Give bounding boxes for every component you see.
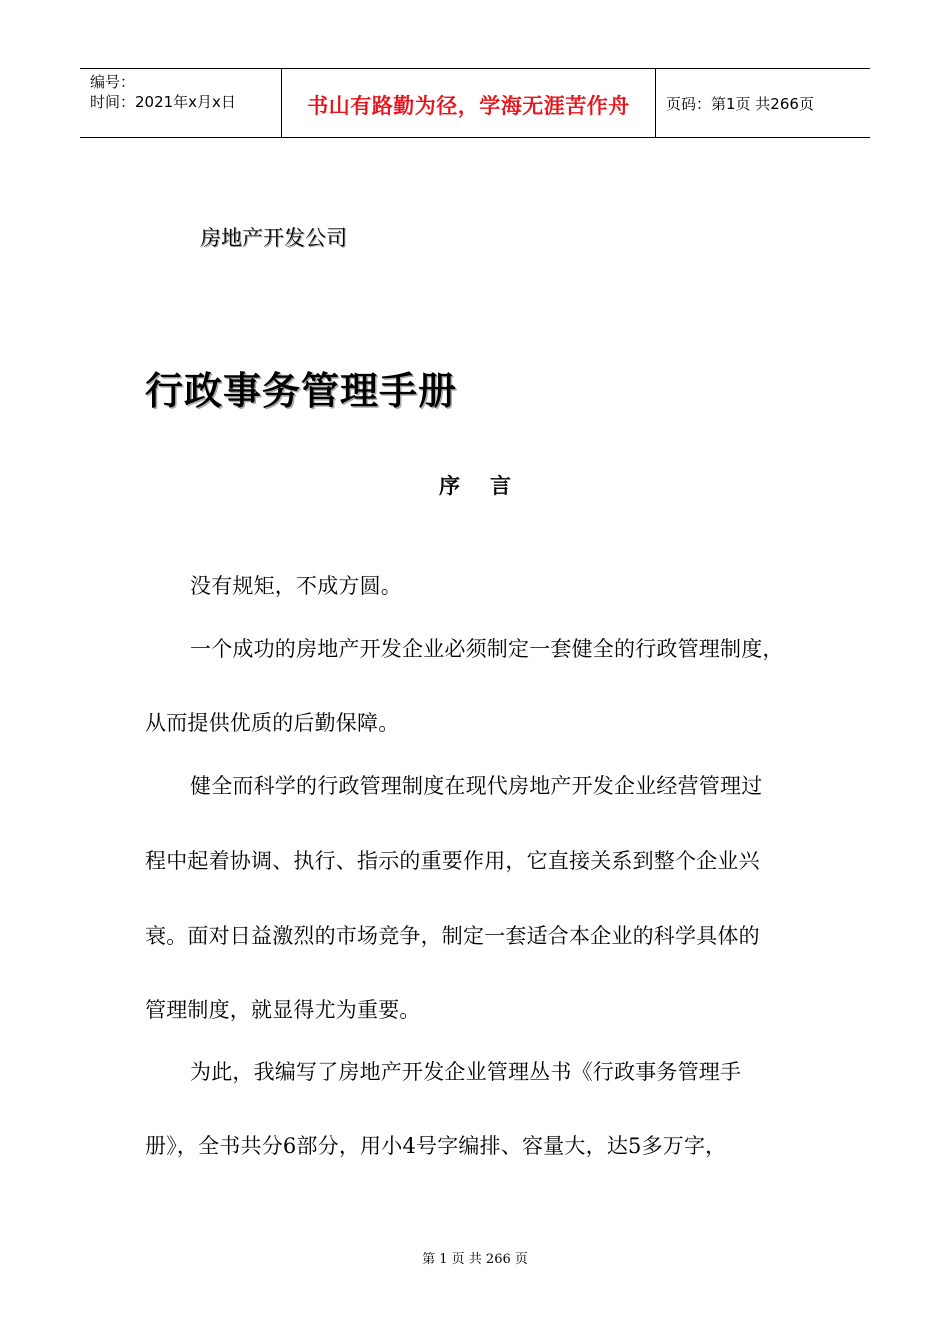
paragraph-line: 没有规矩，不成方圆。	[190, 574, 402, 598]
paragraph-line: 健全而科学的行政管理制度在现代房地产开发企业经营管理过	[190, 774, 763, 798]
preface-char-1: 序	[439, 474, 460, 498]
number-label: 编号：	[90, 73, 136, 91]
company-name: 房地产开发公司	[200, 226, 347, 250]
motto-text: 书山有路勤为径，学海无涯苦作舟	[307, 94, 630, 118]
paragraph-line: 一个成功的房地产开发企业必须制定一套健全的行政管理制度，	[190, 637, 784, 661]
header-motto-cell	[281, 69, 656, 137]
page-info: 页码：第1页 共266页	[666, 95, 814, 113]
header-page-cell	[656, 69, 870, 137]
paragraph-line: 程中起着协调、执行、指示的重要作用，它直接关系到整个企业兴	[145, 849, 760, 873]
paragraph-line: 为此，我编写了房地产开发企业管理丛书《行政事务管理手	[190, 1060, 742, 1084]
document-header	[80, 68, 870, 138]
preface-char-2: 言	[490, 474, 511, 498]
header-meta-cell	[80, 69, 281, 137]
time-label: 时间：2021年x月x日	[90, 93, 236, 111]
paragraph-line: 衰。面对日益激烈的市场竞争，制定一套适合本企业的科学具体的	[145, 924, 760, 948]
paragraph-line: 册》，全书共分6部分，用小4号字编排、容量大，达5多万字，	[145, 1134, 727, 1158]
page-footer: 第 1 页 共 266 页	[422, 1252, 528, 1267]
paragraph-line: 管理制度，就显得尤为重要。	[145, 998, 421, 1022]
preface-heading	[0, 470, 950, 500]
paragraph-line: 从而提供优质的后勤保障。	[145, 711, 400, 735]
document-title: 行政事务管理手册	[145, 369, 458, 413]
